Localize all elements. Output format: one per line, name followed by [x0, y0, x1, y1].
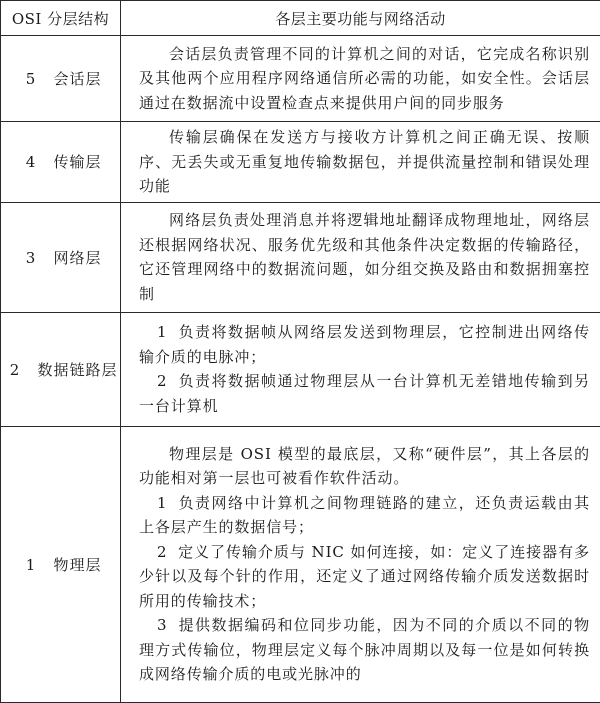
list-item: [139, 369, 590, 418]
list-item: [139, 540, 590, 614]
layer-label: [1, 122, 121, 203]
item-text: 负责网络中计算机之间物理链路的建立，还负责运载由其上各层产生的数据信号；: [139, 493, 590, 537]
layer-name: 数据链路层: [37, 360, 118, 379]
layer-number: 3: [25, 248, 36, 267]
layer-label: [1, 426, 121, 703]
layer-description: [121, 122, 600, 203]
table-header-row: [1, 1, 600, 36]
layer-description: [121, 202, 600, 312]
layer-number: 1: [25, 555, 36, 574]
item-number: 1: [157, 493, 168, 512]
list-item: [139, 613, 590, 687]
layer-name: 传输层: [53, 153, 102, 172]
layer-name: 网络层: [53, 248, 102, 267]
list-item: [139, 320, 590, 369]
description-paragraph: 传输层确保在发送方与接收方计算机之间正确无误、按顺序、无丢失或无重复地传输数据包，并提供流量控制和错误处理功能: [139, 128, 590, 195]
table-row-physical-layer: [1, 426, 600, 703]
item-number: 2: [157, 372, 168, 390]
layer-name: 会话层: [53, 70, 102, 88]
layer-number: 2: [9, 360, 20, 379]
item-number: 3: [157, 616, 168, 635]
layer-number: 5: [25, 70, 36, 88]
description-paragraph: 会话层负责管理不同的计算机之间的对话，它完成名称识别及其他两个应用程序网络通信所必需的功能，如安全性。会话层通过在数据流中设置检查点来提供用户间的同步服务: [139, 44, 590, 112]
item-number: 2: [157, 542, 168, 561]
layer-description: [121, 426, 600, 703]
item-text: 负责将数据帧通过物理层从一台计算机无差错地传输到另一台计算机: [139, 372, 590, 415]
layer-label: [1, 36, 121, 122]
item-text: 定义了传输介质与 NIC 如何连接，如：定义了连接器有多少针以及每个针的作用，还定义了通过网络传输介质发送数据时所用的传输技术；: [139, 542, 590, 610]
item-text: 提供数据编码和位同步功能，因为不同的介质以不同的物理方式传输位，物理层定义每个脉冲周期以及每一位是如何转换成网络传输介质的电或光脉冲的: [139, 616, 590, 684]
description-paragraph: 网络层负责处理消息并将逻辑地址翻译成物理地址，网络层还根据网络状况、服务优先级和其他条件决定数据的传输路径，它还管理网络中的数据流问题，如分组交换及路由和数据拥塞控制: [139, 211, 590, 303]
item-text: 负责将数据帧从网络层发送到物理层，它控制进出网络传输介质的电脉冲；: [139, 323, 590, 366]
table-row-session-layer: [1, 36, 600, 122]
layer-description: [121, 36, 600, 122]
table-row-data-link-layer: [1, 312, 600, 426]
description-paragraph: 物理层是 OSI 模型的最底层，又称“硬件层”，其上各层的功能相对第一层也可被看作软件活动。: [139, 444, 590, 488]
layer-number: 4: [25, 153, 36, 172]
layer-label: [1, 312, 121, 426]
layer-description: [121, 312, 600, 426]
table-row-transport-layer: [1, 122, 600, 203]
header-functions-activities: 各层主要功能与网络活动: [121, 1, 600, 36]
layer-name: 物理层: [53, 555, 102, 574]
item-number: 1: [157, 323, 168, 341]
header-layer-structure: OSI 分层结构: [1, 1, 121, 36]
layer-label: [1, 202, 121, 312]
table-row-network-layer: [1, 202, 600, 312]
list-item: [139, 491, 590, 540]
